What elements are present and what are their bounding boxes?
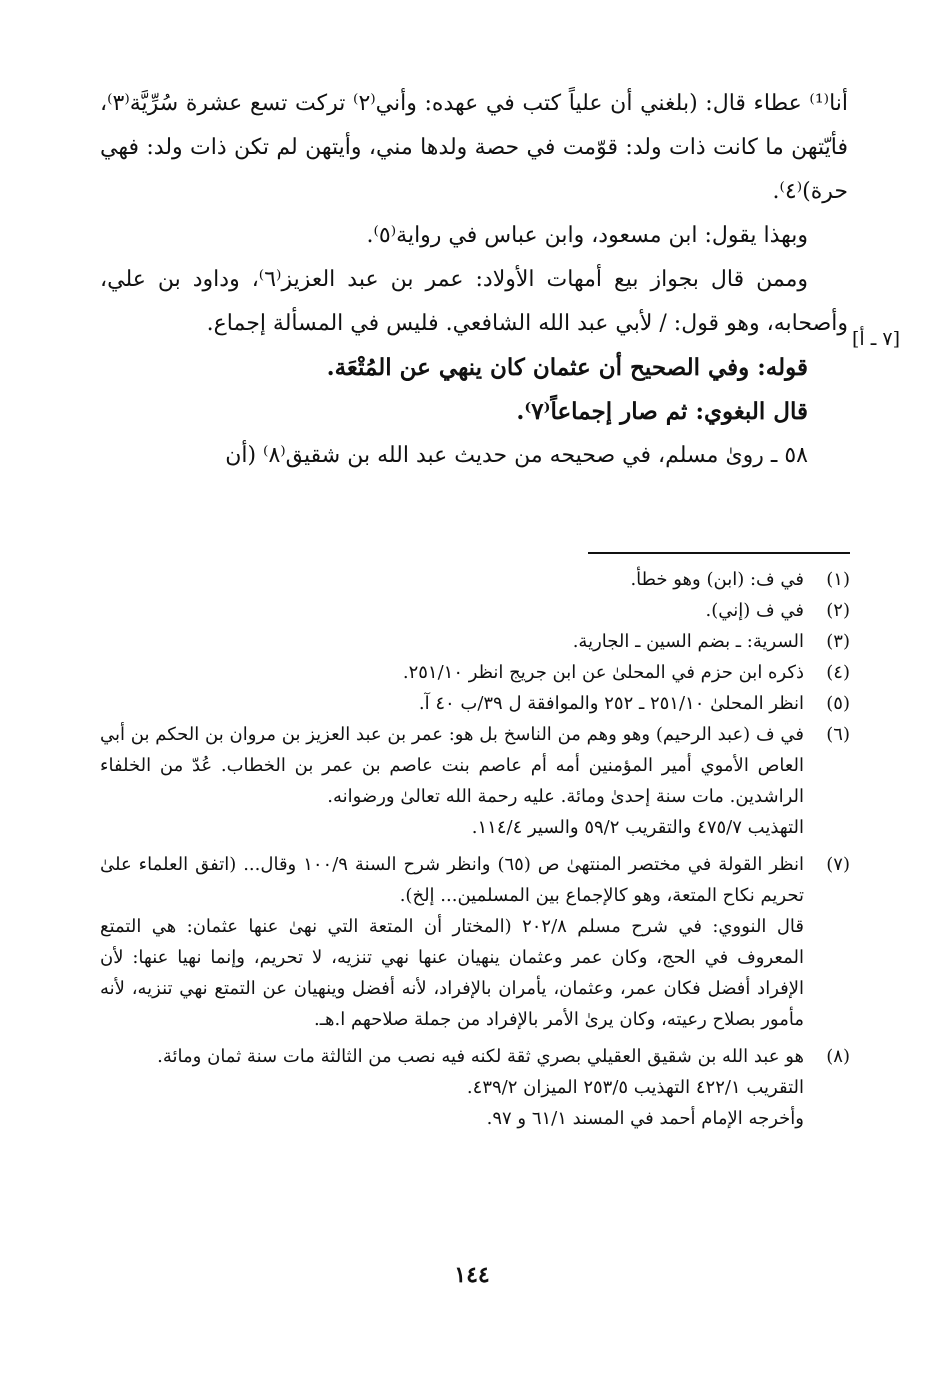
page-number: ١٤٤ [454,1262,490,1288]
footnote-text: السرية: ـ بضم السين ـ الجارية. [572,631,804,652]
footnote-number: (٤) [826,662,850,683]
footnote-number: (٦) [826,724,850,745]
footnote-references: التقريب ٤٢٢/١ التهذيب ٢٥٣/٥ الميزان ٤٣٩/٢. [466,1077,804,1098]
footnote-number: (٨) [826,1046,850,1067]
footnote-3 [100,626,850,657]
footnote-separator [588,552,850,554]
paragraph-baghawi: قال البغوي: ثم صار إجماعاً⁽٧⁾. [516,398,808,425]
footnote-nawawi-quote: قال النووي: في شرح مسلم ٢٠٢/٨ (المختار أن المتعة التي نهىٰ عنها عثمان: هي التمتع المعروف في الحج، وكان عمر وعثمان ينهيان عنها نهي تنزيه، لا تحريم، وإنما نهيا عنها: لأن الإفراد أفضل فكان عمر، وعثمان، يأمران بالإفراد، لأنه أفضل وينهيان عن التمتع نهي تنزيه، لأنه مأمور بصلاح رعيته، وكان يرىٰ الأمر بالإفراد من جملة صلاحهم ا.هـ. [100,916,805,1030]
footnote-text: في ف: (ابن) وهو خطأ. [630,569,804,590]
footnote-number: (١) [826,569,850,590]
main-text [100,82,848,478]
footnote-6 [100,719,850,843]
footnote-1 [100,564,850,595]
footnote-text: هو عبد الله بن شقيق العقيلي بصري ثقة لكنه فيه نصب من الثالثة مات سنة ثمان ومائة. [157,1046,804,1067]
footnote-2 [100,595,850,626]
footnote-number: (٧) [826,854,850,875]
footnote-7 [100,849,850,1035]
paragraph-hadith-58: ٥٨ ـ روىٰ مسلم، في صحيحه من حديث عبد الله بن شقيق⁽٨⁾ (أن [225,443,808,468]
footnotes [100,564,850,1134]
footnote-4 [100,657,850,688]
footnote-number: (٢) [826,600,850,621]
paragraph-quote-heading: قوله: وفي الصحيح أن عثمان كان ينهي عن المُتْعَة. [326,354,808,381]
paragraph-1: أنا⁽¹⁾ عطاء قال: (بلغني أن علياً كتب في عهده: وأني⁽٢⁾ تركت تسع عشرة سُرِّيَّة⁽٣⁾، فأيّتهن ما كانت ذات ولد: قوّمت في حصة ولدها مني، وأيتهن لم تكن ذات ولد: فهي حرة)⁽٤⁾. [100,91,849,204]
footnote-text: انظر المحلىٰ ٢٥١/١٠ ـ ٢٥٢ والموافقة ل ٣٩/ب ٤٠ آ. [418,693,804,714]
footnote-text: ذكره ابن حزم في المحلىٰ عن ابن جريج انظر ٢٥١/١٠. [402,662,804,683]
footnote-5 [100,688,850,719]
paragraph-3: وممن قال بجواز بيع أمهات الأولاد: عمر بن عبد العزيز⁽٦⁾، وداود بن علي، وأصحابه، وهو قول: / لأبي عبد الله الشافعي. فليس في المسألة إجماع. [100,267,848,336]
footnote-references: وأخرجه الإمام أحمد في المسند ٦١/١ و ٩٧. [486,1108,804,1129]
footnote-number: (٣) [826,631,850,652]
margin-folio-note: [٧ ـ أ] [852,328,900,350]
footnote-text: انظر القولة في مختصر المنتهىٰ ص (٦٥) وانظر شرح السنة ١٠٠/٩ وقال... (اتفق العلماء علىٰ تحريم نكاح المتعة، وهو كالإجماع بين المسلمين... إلخ). [100,854,804,906]
footnote-references: التهذيب ٤٧٥/٧ والتقريب ٥٩/٢ والسير ١١٤/٤. [471,817,804,838]
footnote-text: في ف (عبد الرحيم) وهو وهم من الناسخ بل هو: عمر بن عبد العزيز بن مروان بن الحكم بن أبي العاص الأموي أمير المؤمنين أمه أم عاصم بنت عاصم بن عمر بن الخطاب. عُدّ من الخلفاء الراشدين. مات سنة إحدىٰ ومائة. عليه رحمة الله تعالىٰ ورضوانه. [100,724,804,807]
footnote-number: (٥) [826,693,850,714]
footnote-text: في ف (إني). [705,600,804,621]
footnote-8 [100,1041,850,1134]
paragraph-2: وبهذا يقول: ابن مسعود، وابن عباس في رواية⁽٥⁾. [366,223,808,248]
